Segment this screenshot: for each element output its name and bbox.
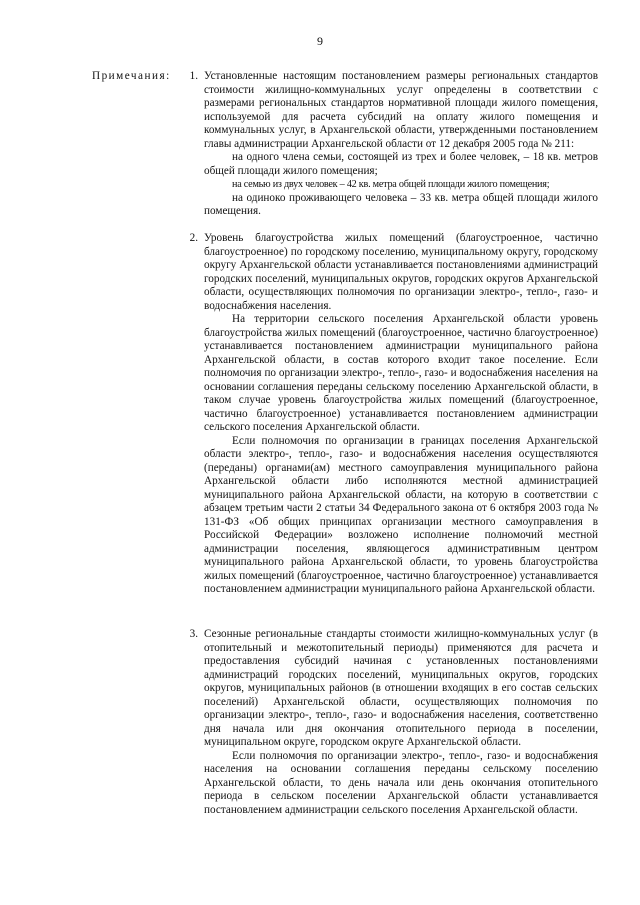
- note-paragraph: Установленные настоящим постановлением размеры региональных стандартов стоимости жилищно-коммунальных услуг определены в соответствии с размерами региональных стандартов нормативной площади жилого помещения, используемой для расчета субсидий на оплату жилого помещения и коммунальных услуг, в Архангельской области, утвержденными постановлением главы администрации Архангельской области от 12 декабря 2005 года № 211:: [204, 70, 598, 150]
- note-paragraph: Уровень благоустройства жилых помещений (благоустроенное, частично благоустроенное) по городскому поселению, муниципальному округу, городскому округу Архангельской области устанавливается постановлениями администраций городских поселений, муниципальных округов, городских округов Архангельской области, осуществляющих полномочия по организации электро-, тепло-, газо- и водоснабжения населения.: [204, 232, 598, 312]
- note-number: 1.: [189, 70, 198, 82]
- note-body: [204, 70, 598, 219]
- notes-label: Примечания:: [92, 70, 171, 82]
- note-paragraph: Если полномочия по организации электро-, тепло-, газо- и водоснабжения населения на основании соглашения переданы сельскому поселению Архангельской области, то день начала или день окончания отопительного периода в сельском поселении Архангельской области устанавливается постановлением администрации сельского поселения Архангельской области.: [204, 749, 598, 816]
- note-paragraph: На территории сельского поселения Архангельской области уровень благоустройства жилых помещений (благоустроенное, частично благоустроенное) устанавливается постановлением администрации муниципального района Архангельской области, в состав которого входит такое поселение. Если полномочия по организации электро-, тепло-, газо- и водоснабжения населения на основании соглашения переданы сельскому поселению Архангельской области, в таком случае уровень благоустройства жилых помещений (благоустроенное, частично благоустроенное) устанавливается постановлением администрации сельского поселения Архангельской области.: [204, 313, 598, 433]
- page-number: 9: [317, 34, 323, 48]
- note-paragraph: на одиноко проживающего человека – 33 кв. метра общей площади жилого помещения.: [204, 191, 598, 217]
- note-paragraph: на одного члена семьи, состоящей из трех и более человек, – 18 кв. метров общей площади жилого помещения;: [204, 151, 598, 177]
- note-number: 2.: [189, 232, 198, 244]
- note-body: [204, 232, 598, 597]
- note-paragraph: на семью из двух человек – 42 кв. метра общей площади жилого помещения;: [232, 179, 550, 190]
- note-number: 3.: [189, 628, 198, 640]
- note-body: [204, 628, 598, 817]
- note-paragraph: Если полномочия по организации в границах поселения Архангельской области электро-, тепло-, газо- и водоснабжения населения осуществляются (переданы) органами(ам) местного самоуправления муниципального района Архангельской области либо исполняются местной администрацией муниципального района Архангельской области, на которую в соответствии с абзацем третьим части 2 статьи 34 Федерального закона от 6 октября 2003 года № 131-ФЗ «Об общих принципах организации местного самоуправления в Российской Федерации» возложено исполнение полномочий местной администрации поселения, являющегося административным центром муниципального района Архангельской области, то уровень благоустройства жилых помещений (благоустроенное, частично благоустроенное) устанавливается постановлением администрации муниципального района Архангельской области.: [204, 434, 598, 595]
- note-paragraph: Сезонные региональные стандарты стоимости жилищно-коммунальных услуг (в отопительный и межотопительный периоды) применяются для расчета и предоставления субсидий начиная с установленных постановлениями администраций городских поселений, муниципальных округов, городских округов, муниципальных районов (в отношении входящих в его состав сельских поселений) Архангельской области, осуществляющих полномочия по организации электро-, тепло-, газо- и водоснабжения населения, соответственно дня начала или дня окончания отопительного периода в поселении, муниципальном округе, городском округе Архангельской области.: [204, 628, 598, 748]
